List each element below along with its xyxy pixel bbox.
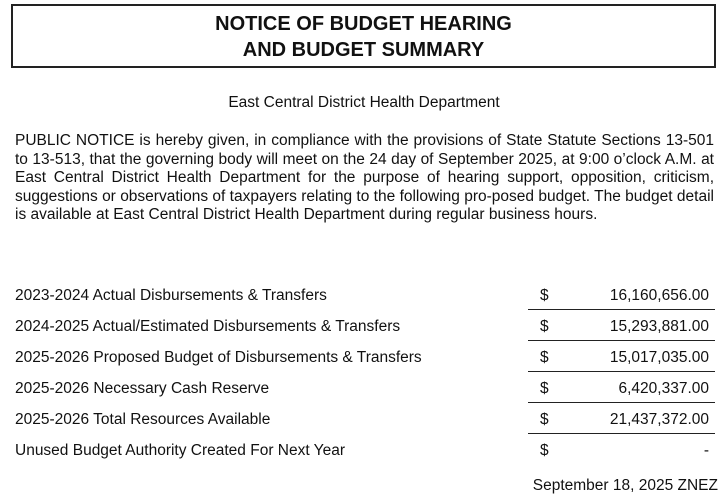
notice-title-line-2: AND BUDGET SUMMARY (242, 39, 485, 61)
currency-symbol: $ (540, 318, 549, 335)
budget-row (15, 346, 715, 372)
budget-row (15, 408, 715, 434)
budget-row-amount: 15,017,035.00 (609, 349, 709, 366)
department-name: East Central District Health Department (228, 94, 500, 111)
budget-row-value-cell (528, 408, 715, 434)
currency-symbol: $ (540, 380, 549, 397)
budget-row-label: 2025-2026 Necessary Cash Reserve (15, 380, 270, 397)
budget-row-label: Unused Budget Authority Created For Next Year (15, 442, 346, 459)
public-notice-paragraph: PUBLIC NOTICE is hereby given, in compliance with the provisions of State Statute Sections 13-501 to 13-513, that the governing body will meet on the 24 day of September 2025, at 9:00 o’clock A.M. at East Central District Health Department for the purpose of hearing support, opposition, criticism, suggestions or observations of taxpayers relating to the following pro-posed budget. The budget detail is available at East Central District Health Department during regular business hours. (15, 132, 714, 223)
currency-symbol: $ (540, 287, 549, 304)
notice-title-line-1: NOTICE OF BUDGET HEARING (215, 13, 512, 35)
budget-row-value-cell (528, 439, 715, 464)
budget-row (15, 439, 715, 465)
budget-row (15, 284, 715, 310)
budget-row-amount: 21,437,372.00 (609, 411, 709, 428)
budget-row-value-cell (528, 377, 715, 403)
budget-row-label: 2024-2025 Actual/Estimated Disbursements & Transfers (15, 318, 401, 335)
notice-title-box (11, 4, 716, 68)
budget-row-amount: 6,420,337.00 (618, 380, 709, 397)
budget-row-amount: - (703, 442, 709, 459)
publication-dateline: September 18, 2025 ZNEZ (532, 477, 718, 494)
budget-row-label: 2025-2026 Proposed Budget of Disbursements & Transfers (15, 349, 422, 366)
currency-symbol: $ (540, 442, 549, 459)
currency-symbol: $ (540, 349, 549, 366)
budget-row-amount: 15,293,881.00 (609, 318, 709, 335)
budget-row-amount: 16,160,656.00 (609, 287, 709, 304)
budget-row-value-cell (528, 284, 715, 310)
budget-row-label: 2023-2024 Actual Disbursements & Transfers (15, 287, 327, 304)
currency-symbol: $ (540, 411, 549, 428)
budget-row (15, 377, 715, 403)
budget-row-label: 2025-2026 Total Resources Available (15, 411, 271, 428)
budget-row-value-cell (528, 346, 715, 372)
budget-row-value-cell (528, 315, 715, 341)
budget-row (15, 315, 715, 341)
